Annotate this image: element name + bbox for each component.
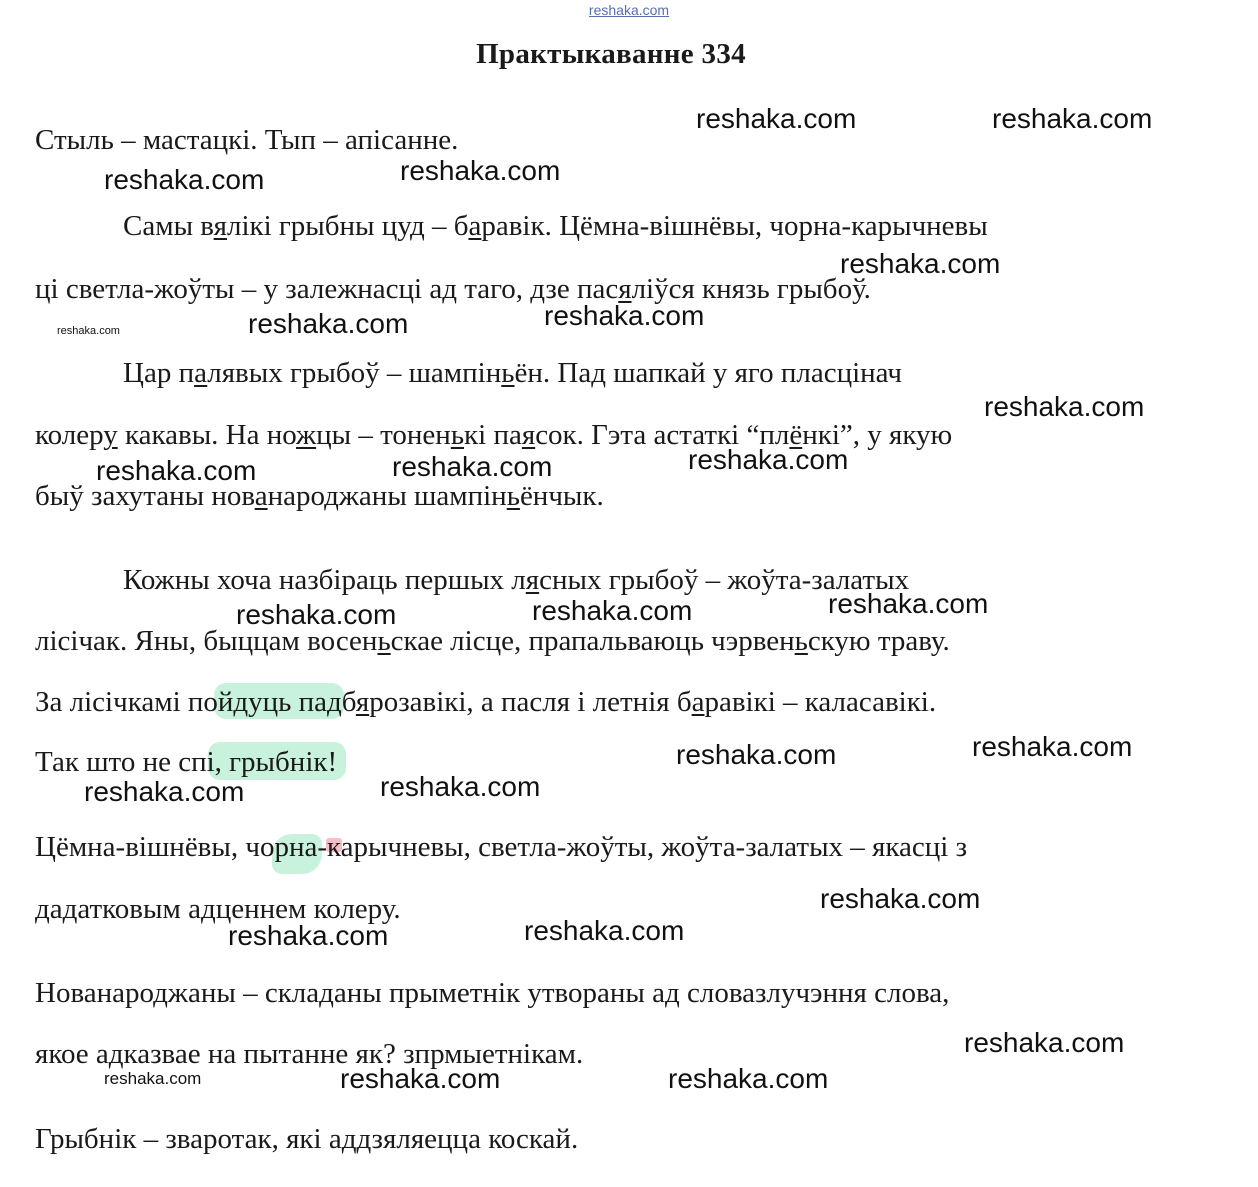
text-span: быў захутаны нов	[35, 480, 255, 512]
text-span: ёнчык.	[519, 480, 604, 512]
text-span: Цёмна-вішнёвы, чорна-карычневы, светла-жоўты, жоўта-залатых – якасці з	[35, 831, 968, 863]
watermark: reshaka.com	[340, 1063, 501, 1094]
text-span: ён. Пад шапкай у яго пласцінач	[514, 357, 902, 389]
text-span: Стыль – мастацкі. Тып – апісанне.	[35, 124, 459, 156]
underlined-letter: ь	[501, 357, 515, 389]
underlined-letter: а	[468, 210, 482, 242]
text-span: Самы в	[123, 210, 214, 242]
underlined-letter: я	[355, 686, 370, 718]
watermark: reshaka.com	[96, 455, 257, 486]
site-link[interactable]: reshaka.com	[588, 2, 670, 18]
watermark: reshaka.com	[400, 155, 561, 186]
underlined-letter: а	[194, 357, 208, 389]
text-line	[35, 685, 936, 719]
watermark: reshaka.com	[668, 1063, 829, 1094]
text-span: якое адказвае на пытанне як? зпрмыетнікам.	[35, 1038, 584, 1070]
text-span: сок. Гэта астаткі “пл	[535, 419, 790, 451]
text-span: Нованароджаны – складаны прыметнік утвораны ад словазлучэння слова,	[35, 977, 950, 1009]
watermark: reshaka.com	[828, 588, 989, 619]
watermark: reshaka.com	[820, 883, 981, 914]
watermark: reshaka.com	[228, 920, 389, 951]
text-span: кі па	[464, 419, 522, 451]
watermark: reshaka.com	[544, 300, 705, 331]
text-line	[35, 745, 337, 779]
text-span: какавы. На но	[117, 419, 297, 451]
text-span: За лісічкамі пойдуць падб	[35, 686, 356, 718]
text-span: цы – тонен	[316, 419, 451, 451]
text-line	[35, 123, 458, 157]
watermark: reshaka.com	[964, 1027, 1125, 1058]
underlined-letter: я	[213, 210, 227, 242]
text-span: равікі – каласавікі.	[704, 686, 937, 718]
watermark: reshaka.com	[104, 1069, 202, 1088]
watermark: reshaka.com	[104, 164, 265, 195]
text-span: Кожны хоча назбіраць першых л	[123, 564, 526, 596]
text-span: Так што не спі, грыбнік!	[35, 746, 338, 778]
text-span: колер	[35, 419, 104, 451]
text-span: скае лісце, прапальваюць чэрвен	[390, 625, 795, 657]
text-line	[123, 356, 902, 390]
watermark: reshaka.com	[248, 308, 409, 339]
watermark: reshaka.com	[380, 771, 541, 802]
text-line	[123, 563, 909, 597]
watermark: reshaka.com	[984, 391, 1145, 422]
watermark: reshaka.com	[972, 731, 1133, 762]
text-span: лявых грыбоў – шампін	[207, 357, 502, 389]
watermark: reshaka.com	[84, 776, 245, 807]
text-line	[123, 209, 988, 243]
text-span: дадатковым адценнем колеру.	[35, 893, 401, 925]
watermark: reshaka.com	[57, 325, 120, 337]
watermark: reshaka.com	[992, 103, 1153, 134]
text-span: ліўся князь грыбоў.	[631, 273, 871, 305]
text-line	[35, 1122, 578, 1156]
text-span: нкі”, у якую	[802, 419, 953, 451]
watermark: reshaka.com	[392, 451, 553, 482]
text-span: скую траву.	[807, 625, 950, 657]
text-line	[35, 272, 871, 306]
underlined-letter: ь	[506, 480, 520, 512]
underlined-letter: а	[254, 480, 268, 512]
watermark: reshaka.com	[524, 915, 685, 946]
underlined-letter: я	[525, 564, 540, 596]
text-span: розавікі, а пасля і летнія б	[369, 686, 692, 718]
page-title: Практыкаванне 334	[476, 38, 746, 70]
underlined-letter: а	[691, 686, 705, 718]
text-span: равік. Цёмна-вішнёвы, чорна-карычневы	[481, 210, 988, 242]
underlined-letter: ь	[377, 625, 391, 657]
text-line	[35, 624, 950, 658]
text-line	[35, 976, 949, 1010]
text-line	[35, 1037, 583, 1071]
text-span: народжаны шампін	[267, 480, 507, 512]
underlined-letter: ё	[789, 419, 803, 451]
text-span: сных грыбоў – жоўта-залатых	[539, 564, 910, 596]
text-span: лікі грыбны цуд – б	[226, 210, 469, 242]
text-span: Цар п	[123, 357, 195, 389]
watermark: reshaka.com	[696, 103, 857, 134]
watermark: reshaka.com	[676, 739, 837, 770]
watermark: reshaka.com	[236, 599, 397, 630]
underlined-letter: ж	[296, 419, 317, 451]
watermark: reshaka.com	[840, 248, 1001, 279]
watermark: reshaka.com	[532, 595, 693, 626]
underlined-letter: ь	[450, 419, 465, 451]
text-span: ці светла-жоўты – у залежнасці ад таго, дзе пас	[35, 273, 619, 305]
text-line	[35, 830, 967, 864]
underlined-letter: ь	[794, 625, 808, 657]
underlined-letter: я	[521, 419, 536, 451]
underlined-letter: у	[103, 419, 118, 451]
text-span: Грыбнік – зваротак, які аддзяляецца коскай.	[35, 1123, 579, 1155]
underlined-letter: я	[618, 273, 632, 305]
watermark: reshaka.com	[688, 444, 849, 475]
text-span: лісічак. Яны, быццам восен	[35, 625, 378, 657]
